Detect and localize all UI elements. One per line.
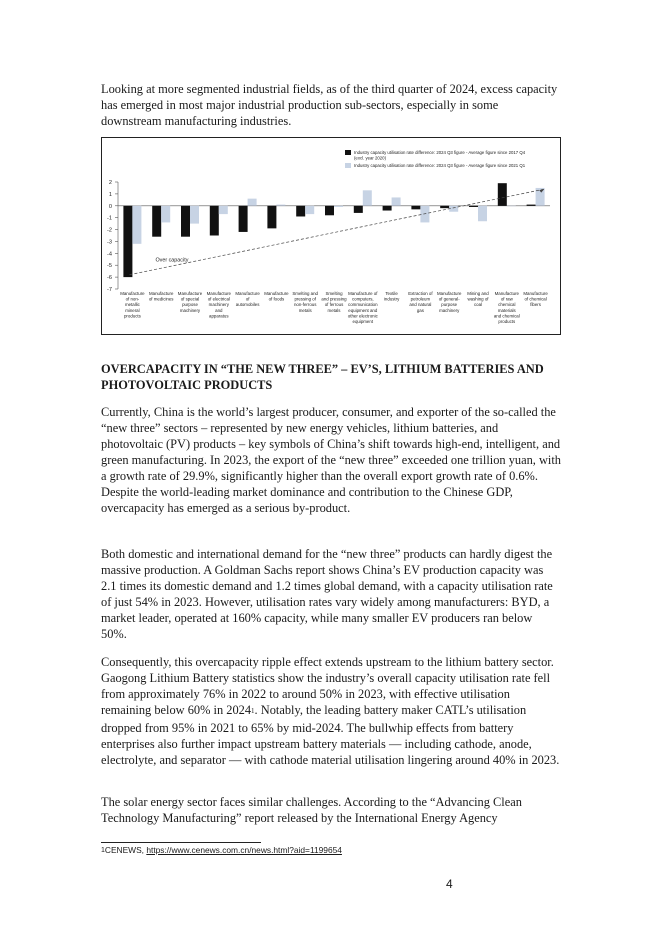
legend-label-series1-line1: Industry capacity utilisation rate difference: 2024 Q3 figure - Average figure since 2017 Q4 [354,150,526,155]
x-category-label: mineral [125,307,140,313]
x-category-label: communication [348,302,378,308]
legend-swatch-series2 [345,163,351,168]
bar-series1 [239,206,248,232]
x-category-label: Manufacture [436,291,462,296]
chart-canvas [102,138,560,334]
x-category-label: of foods [268,296,285,302]
bar-series2 [276,205,285,206]
paragraph-upstream-text-a: Consequently, this overcapacity ripple effect extends upstream to the lithium battery sector. Gaogong Lithium Battery statistics show the industry’s overall capacity utilisation rate fell from approximately 76% in 2022 to around 50% in 2023, with effective utilisation remaining below 60% in 2024 [101,655,554,717]
x-category-label: Manufacture [494,291,520,296]
legend-swatch-series1 [345,150,351,155]
bar-series1 [181,206,190,237]
bar-series2 [392,197,401,205]
paragraph-solar: The solar energy sector faces similar challenges. According to the “Advancing Clean Technology Manufacturing” report released by the International Energy Agency [101,795,522,825]
bar-series1 [354,206,363,213]
x-category-label: of non- [125,296,140,302]
bar-series1 [152,206,161,237]
x-category-label: Manufacture [206,291,232,296]
bar-series1 [498,183,507,206]
x-category-label: Manufacture [177,291,203,296]
bar-series2 [305,206,314,214]
x-category-label: Manufacture [120,291,145,296]
bar-series1 [123,206,132,277]
legend-label-series1-line2: (excl. year 2020) [354,155,387,161]
x-category-label: Extraction of [408,291,433,296]
x-category-label: apparatus [209,313,229,319]
section-heading: OVERCAPACITY IN “THE NEW THREE” – EV’S, LITHIUM BATTERIES AND PHOTOVOLTAIC PRODUCTS [101,362,544,392]
y-tick-label: -2 [107,227,112,234]
annotation-over-capacity: Over capacity [155,257,189,264]
bar-series1 [383,206,392,211]
bar-series1 [411,206,420,210]
x-category-label: Textile [385,291,398,296]
bar-series1 [267,206,276,229]
y-tick-label: -1 [107,215,112,222]
x-category-label: pressing of [294,296,316,302]
x-category-label: of general- [438,296,460,302]
y-tick-label: -3 [107,239,112,246]
x-category-label: of medicines [148,296,174,302]
x-category-label: metallic [124,302,140,308]
bar-series1 [210,206,219,236]
x-category-label: other electronic [347,313,378,319]
x-category-label: machinery [439,307,460,313]
x-category-label: equipment and [348,307,378,313]
x-category-label: machinery [208,302,229,308]
footnote-link[interactable]: https://www.cenews.com.cn/news.html?aid=1199654 [146,845,342,855]
x-category-label: of raw [500,296,513,302]
bar-series1 [440,206,449,208]
footnote [101,845,342,855]
x-category-label: coal [473,302,483,308]
bar-series2 [219,206,228,214]
footnote-reference[interactable]: 1 [251,707,255,715]
y-tick-label: -7 [107,287,112,293]
x-category-label: automobiles [235,302,260,308]
y-tick-label: -5 [107,263,112,270]
x-category-label: chemical [498,302,516,308]
footnote-mark: 1 [101,847,105,854]
bar-series2 [478,206,487,221]
x-category-label: of [245,296,250,302]
footnote-source: CENEWS, [104,845,147,855]
bar-series2 [248,199,257,206]
x-category-label: petroleum [410,296,431,302]
bar-series2 [161,206,170,223]
x-category-label: industry [383,296,400,302]
x-category-label: materials [497,307,516,313]
x-category-label: products [123,313,141,319]
x-category-label: gas [416,307,424,313]
x-category-label: Manufacture [148,291,174,296]
x-category-label: purpose [441,302,458,308]
bar-series2 [334,206,343,207]
x-category-label: Manufacture [523,291,548,296]
x-category-label: Mining and [467,291,489,296]
x-category-label: non-ferrous [293,302,317,308]
legend-label-series2: Industry capacity utilisation rate difference: 2024 Q3 figure - Average figure since 2021 Q1 [354,163,526,168]
footnote-divider [101,842,261,843]
x-category-label: washing of [467,296,489,302]
x-category-label: and chemical [493,313,520,319]
x-category-label: computers, [351,296,374,302]
x-category-label: equipment [352,319,374,324]
y-tick-label: 2 [108,180,112,186]
y-tick-label: -6 [107,275,112,282]
page-number: 4 [446,877,453,891]
x-category-label: of electrical [207,296,230,302]
paragraph-upstream [101,654,561,768]
paragraph-upstream-text-b: . Notably, the leading battery maker CATL’s utilisation dropped from 95% in 2021 to 65% by mid-2024. The bullwhip effects from battery enterprises also further impact upstream battery materials — including cathode, anode, electrolyte, and separator — with cathode material utilisation lingering around 40% in 2023. [101,703,560,767]
capacity-utilisation-chart [101,137,561,335]
y-tick-label: -4 [107,251,112,258]
x-category-label: of ferrous [324,302,344,308]
x-category-label: Manufacture [264,291,289,296]
x-category-label: Manufacture of [348,291,378,296]
x-category-label: and pressing [321,296,347,302]
x-category-label: and natural [409,302,432,308]
paragraph-new-three: Currently, China is the world’s largest producer, consumer, and exporter of the so-called the “new three” sectors – represented by new energy vehicles, lithium batteries, and photovoltaic (PV) products – key symbols of China’s shift towards high-end, intelligent, and green manufacturing. In 2023, the export of the “new three” exceeded one trillion yuan, with a growth rate of 29.9%, significantly higher than the overall export growth rate of 0.6%. Despite the world-leading market dominance and contribution to the Chinese GDP, overcapacity has emerged as a serious by-product. [101,405,562,515]
intro-paragraph: Looking at more segmented industrial fields, as of the third quarter of 2024, excess capacity has emerged in most major industrial production sub-sectors, especially in some downstream manufacturing industries. [101,82,558,128]
x-category-label: purpose [182,302,198,308]
x-category-label: machinery [179,307,201,313]
bar-series1 [469,206,478,207]
x-category-label: Smelting [325,291,343,296]
y-tick-label: 0 [108,203,112,210]
y-tick-label: 1 [108,191,112,198]
x-category-label: metals [298,307,312,313]
x-category-label: of chemical [524,296,547,302]
x-category-label: fibers [530,302,541,308]
bar-series1 [296,206,305,217]
paragraph-demand: Both domestic and international demand for the “new three” products can hardly digest the massive production. A Goldman Sachs report shows China’s EV production capacity was 2.1 times its domestic demand and 1.2 times global demand, with a capacity utilisation rate of just 54% in 2023. However, utilisation rates vary widely among manufacturers: BYD, a market leader, operated at 160% capacity, while many smaller EV producers ran below 50%. [101,547,553,641]
bar-series1 [325,206,334,216]
x-category-label: Smelting and [292,291,319,296]
x-category-label: of special [180,296,200,302]
trend-dashed-line [130,189,545,275]
bar-series2 [132,206,141,244]
x-category-label: metals [327,307,341,313]
x-category-label: Manufacture [235,291,260,296]
x-category-label: and [215,307,223,313]
bar-series1 [527,205,536,206]
bar-series2 [190,206,199,224]
bar-series2 [363,190,372,205]
x-category-label: products [498,319,516,324]
